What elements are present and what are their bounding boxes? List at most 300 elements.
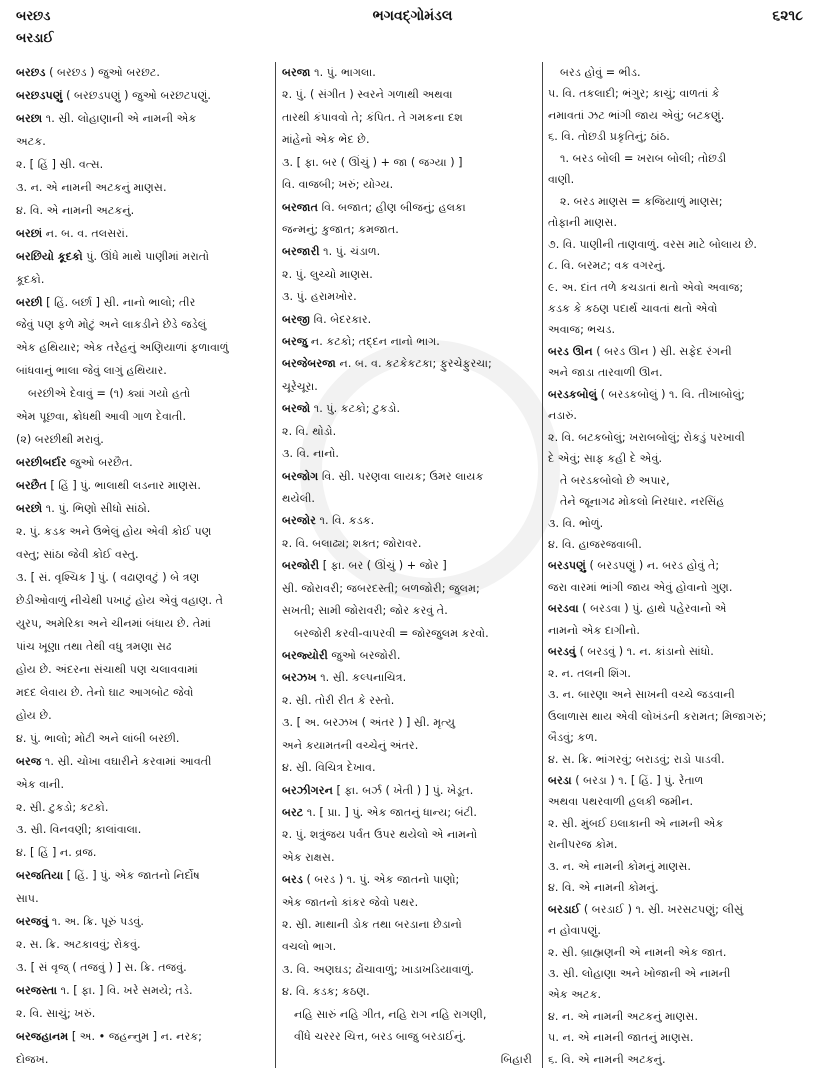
- text-line: [282, 1008, 538, 1021]
- definition-text: ૭. વિ. પાણીની તાણવાળું. વરસ માટે બોલાય છે.: [548, 237, 757, 251]
- text-line: [16, 181, 270, 194]
- text-line: [282, 1053, 538, 1066]
- entry-line: [16, 296, 270, 309]
- definition-text: અવાજ; ભચડ.: [548, 323, 616, 337]
- entry-line: [548, 645, 810, 658]
- text-line: [548, 66, 810, 79]
- text-line: [282, 425, 538, 438]
- definition-text: ૧. પું. ભાગલા.: [310, 66, 376, 79]
- definition-text: [ હિં ] પું. ભાલાથી લડનાર માણસ.: [46, 479, 201, 493]
- text-line: [548, 624, 810, 637]
- headword: બરજોરી: [282, 559, 320, 573]
- text-line: [548, 967, 810, 980]
- definition-text: સખતી; સામી જોરાવરી; જોર કરવું તે.: [282, 604, 448, 618]
- headword: બરડકબોલું: [548, 387, 598, 401]
- definition-text: અને કયામતની વચ્ચેનું અંતર.: [282, 738, 419, 752]
- text-line: [16, 525, 270, 538]
- headword: બરછડ: [16, 66, 46, 79]
- text-line: [16, 571, 270, 584]
- text-line: [548, 1031, 810, 1044]
- headword: બરછડપણું: [16, 88, 63, 102]
- text-line: [16, 387, 270, 400]
- definition-text: નામનો એક દાગીનો.: [548, 623, 640, 637]
- definition-text: યુરપ, અમેરિકા અને ચીનમાં બંધાય છે. તેમાં: [16, 616, 211, 630]
- definition-text: ૩. સ્રી. વિનવણી; કાલાંવાલા.: [16, 823, 142, 837]
- definition-text: ૧. અ. ક્રિ. પૂરું પડવું.: [48, 915, 144, 929]
- definition-text: ૩. ન. એ નામની કોમનું માણસ.: [548, 859, 691, 873]
- definition-text: હોય છે. અંદરના સંચાથી પણ ચલાવવામાં: [16, 662, 198, 676]
- entry-line: [282, 873, 538, 886]
- text-line: [282, 447, 538, 460]
- text-line: [282, 716, 538, 729]
- definition-text: એક અટક.: [548, 988, 602, 1002]
- definition-text: [ હિં. બર્છા ] સ્રી. નાનો ભાલો; તીર: [42, 295, 196, 309]
- definition-text: તેને જૂનાગઢ મોકલો નિરધાર. નરસિંહ: [560, 495, 725, 509]
- text-line: [548, 817, 810, 830]
- definition-text: બરડ હોવું = ભીડ.: [560, 66, 641, 79]
- headword: બરછૈત: [16, 479, 47, 493]
- definition-text: ૧. [ ફા. ] વિ. ખરે સમયે; તડે.: [57, 984, 193, 998]
- definition-text: ૪. સ્રી. વિચિત્ર દેખાવ.: [282, 761, 376, 775]
- definition-text: બરછીએ દેવાવું = (૧) ક્યાં ગયો હતો: [28, 387, 191, 401]
- headword: બરજા: [282, 66, 311, 79]
- text-line: [548, 452, 810, 465]
- text-line: [16, 892, 270, 905]
- definition-text: [ ફા. બર્ઝ ( ખેતી ) ] પું. ખેડૂત.: [332, 783, 474, 797]
- text-line: [282, 963, 538, 976]
- definition-text: નમાવતાં ઝટ ભાંગી જાય એવું; બટકણું.: [548, 108, 725, 122]
- text-line: [282, 896, 538, 909]
- text-line: [16, 341, 270, 354]
- definition-text: ન હોવાપણું.: [548, 924, 601, 938]
- text-line: [548, 323, 810, 336]
- entry-line: [16, 89, 270, 102]
- definition-text: બરજોરી કરવી-વાપરવી = જોરજુલમ કરવો.: [294, 626, 489, 640]
- entry-line: [16, 915, 270, 928]
- text-line: [282, 739, 538, 752]
- text-line: [16, 548, 270, 561]
- text-line: [548, 517, 810, 530]
- text-line: [16, 709, 270, 722]
- text-line: [282, 156, 538, 169]
- text-line: [282, 178, 538, 191]
- headword: બરછીબર્દાર: [16, 456, 67, 470]
- definition-text: ૯. અ. દાંત તળે કચડાતાં થતો એવો અવાજ;: [548, 280, 744, 294]
- definition-text: ૨. વિ. થોડો.: [282, 424, 337, 438]
- definition-text: પું. ઊંધે માથે પાણીમાં મરાતો: [82, 249, 209, 263]
- entry-line: [548, 774, 810, 787]
- entry-line: [282, 784, 538, 797]
- text-line: [16, 1053, 270, 1066]
- entry-line: [282, 559, 538, 572]
- definition-text: ૩. [ સં. વૃશ્ચિક ] પું. ( વઢાણવટું ) બે ત્રણ: [16, 570, 200, 584]
- text-line: [282, 582, 538, 595]
- definition-text: વિ. બજાત; હીણ બીજનું; હલકા: [318, 200, 466, 214]
- entry-line: [16, 479, 270, 492]
- definition-text: ૧. પું. ચંડાળ.: [319, 245, 381, 259]
- text-line: [16, 594, 270, 607]
- text-line: [16, 364, 270, 377]
- definition-text: ૨. ન. તલની શિંગ.: [548, 666, 631, 680]
- headword: બરડપણું: [548, 559, 586, 573]
- definition-text: [ ફા. બર ( ઊંચું ) + જોર ]: [319, 559, 447, 573]
- entry-line: [16, 502, 270, 515]
- definition-text: રાનીપરજ કોમ.: [548, 838, 618, 852]
- text-line: [548, 581, 810, 594]
- text-line: [548, 238, 810, 251]
- definition-text: ૨. પું. ( સંગીત ) સ્વરને ગળાથી અથવા: [282, 88, 453, 102]
- definition-text: હોય છે.: [16, 708, 52, 722]
- definition-text: નહિ સારું નહિ ગીત, નહિ રાગ નહિ રાગણી,: [294, 1007, 487, 1021]
- text-line: [282, 88, 538, 101]
- definition-text: ( બરડવા ) પું. હાથે પહેરવાનો એ: [578, 602, 727, 616]
- text-line: [282, 290, 538, 303]
- headword: બરજાત: [282, 200, 319, 214]
- definition-text: ૩. સ્રી. લોહાણા અને ખોજાની એ નામની: [548, 967, 731, 981]
- text-line: [282, 537, 538, 550]
- text-line: [282, 828, 538, 841]
- text-line: [282, 918, 538, 931]
- entry-line: [16, 1030, 270, 1043]
- headword: બરછી: [16, 295, 43, 309]
- headword: બરડવા: [548, 602, 579, 616]
- headword: બરડા: [548, 773, 572, 787]
- text-line: [282, 940, 538, 953]
- entry-line: [548, 903, 810, 916]
- definition-text: તારથી કંપાવવો તે; કંપિત. તે ગમકના દશ: [282, 110, 463, 124]
- text-line: [548, 495, 810, 508]
- text-line: [548, 195, 810, 208]
- headword: બરછો: [16, 502, 43, 516]
- text-line: [16, 732, 270, 745]
- definition-text: એક વાની.: [16, 777, 65, 791]
- definition-text: તે બરડકબોલો છે અપાર,: [560, 473, 670, 487]
- definition-text: વાણી.: [548, 173, 575, 187]
- definition-text: [ અ. • જહન્નુમ ] ન. નરક;: [68, 1030, 202, 1044]
- definition-text: સાપ.: [16, 892, 39, 906]
- definition-text: દોજખ.: [16, 1052, 49, 1066]
- text-line: [548, 881, 810, 894]
- definition-text: વચલો ભાગ.: [282, 940, 337, 954]
- text-line: [548, 731, 810, 744]
- text-line: [282, 1030, 538, 1043]
- definition-text: ૩. ન. બારણા અને સાખની વચ્ચે જડવાની: [548, 688, 735, 702]
- entry-line: [282, 357, 538, 370]
- text-line: [282, 111, 538, 124]
- definition-text: ચૂરેચૂરા.: [282, 379, 318, 393]
- entry-line: [16, 984, 270, 997]
- text-line: [548, 688, 810, 701]
- definition-text: ૧. સ્રી. કલ્પનાચિત્ર.: [316, 671, 407, 685]
- definition-text: ૬. વિ. એ નામની અટકનું.: [548, 1052, 666, 1066]
- definition-text: ૩. ન. એ નામની અટકનું માણસ.: [16, 180, 167, 194]
- definition-text: બાંધવાનું ભાલા જેવું લાગું હથિયાર.: [16, 364, 167, 378]
- headword: બરજહાનમ: [16, 1030, 69, 1044]
- headword: બરડ: [282, 873, 303, 887]
- definition-text: મદદ લેવાય છે. તેનો ઘાટ આગબોટ જેવો: [16, 685, 194, 699]
- definition-text: માંહેનો એક ભેદ છે.: [282, 133, 370, 147]
- text-line: [282, 985, 538, 998]
- definition-text: કડક કે કઠણ પદાર્થ ચાવતાં થતો એવો: [548, 301, 718, 315]
- definition-text: જરા વારમાં ભાંગી જાય એવું હોવાનો ગુણ.: [548, 580, 733, 594]
- headword: બરછિયો કૂદકો: [16, 249, 83, 263]
- definition-text: ૩. [ ફા. બર ( ઊંચું ) + જા ( જગ્યા ) ]: [282, 155, 463, 169]
- definition-text: જુઓ બરછૈત.: [66, 456, 133, 470]
- text-line: [548, 667, 810, 680]
- text-line: [16, 663, 270, 676]
- text-line: [548, 710, 810, 723]
- definition-text: ૧. પું. ભિણો સીધો સાંઠો.: [42, 502, 151, 516]
- definition-text: ૩. વિ. ભોળું.: [548, 516, 604, 530]
- text-line: [282, 133, 538, 146]
- entry-line: [16, 755, 270, 768]
- definition-text: ૪. સ. ક્રિ. ભાંગરવું; બરાડવું; રાડો પાડવી.: [548, 752, 725, 766]
- text-line: [548, 431, 810, 444]
- definition-text: થયેલી.: [282, 492, 315, 506]
- entry-line: [16, 250, 270, 263]
- text-line: [548, 366, 810, 379]
- headword: બરજોર: [282, 514, 316, 528]
- guide-word-first: બરછડ: [16, 9, 51, 24]
- headword: બરછાં: [16, 226, 43, 240]
- definition-text: બિહારી: [500, 1052, 532, 1066]
- definition-text: ૧. [ પ્રા. ] પું. એક જાતનું ધાન્ય; બંટી.: [303, 805, 477, 819]
- headword: બરજારી: [282, 245, 320, 259]
- definition-text: ૨. સ્રી. મુંબઈ ઇલાકાની એ નામની એક: [548, 816, 724, 830]
- definition-text: સ્રી. જોરાવરી; જબરદસ્તી; બળજોરી; જુલમ;: [282, 581, 480, 595]
- definition-text: ૨. વિ. સાચું; ખરું.: [16, 1007, 96, 1021]
- text-line: [548, 538, 810, 551]
- definition-text: (૨) બરછીથી મરાવું.: [16, 433, 104, 447]
- text-line: [548, 795, 810, 808]
- entry-line: [282, 514, 538, 527]
- definition-text: એક જાતનો કાંકર જેવો પથર.: [282, 895, 419, 909]
- definition-text: ૨. પું. કડક અને ઉભેલું હોય એવી કોઈ પણ: [16, 525, 212, 539]
- definition-text: ૪. વિ. એ નામની કોમનું.: [548, 881, 659, 895]
- definition-text: ૨. સ્રી. તોરી રીત કે રસ્તો.: [282, 693, 395, 707]
- definition-text: જેવું પણ ફળે મોટું અને લાકડીને છેડે જડેલું: [16, 318, 207, 332]
- entry-line: [16, 66, 270, 79]
- definition-text: વીંધે ચરરર ચિત્ત, બરડ બાજુ બરડાઈનું.: [294, 1030, 466, 1044]
- text-line: [16, 823, 270, 836]
- text-line: [282, 761, 538, 774]
- definition-text: ૨. વિ. બટકબોલું; ખરાબબોલું; રોકડું પરખાવી: [548, 430, 745, 444]
- column-3: [548, 66, 810, 1066]
- headword: બરડવું: [548, 645, 576, 659]
- text-line: [548, 838, 810, 851]
- definition-text: કૂદકો.: [16, 272, 45, 286]
- headword: બરજ: [16, 754, 42, 768]
- definition-text: છેડીઓવાળું નીચેથી પખાટું હોય એવું વહાણ. તે: [16, 593, 224, 607]
- text-line: [548, 860, 810, 873]
- definition-text: તોફાની માણસ.: [548, 216, 618, 230]
- headword: બરજી: [282, 312, 311, 326]
- definition-text: ૪. વિ. હાજરજવાબી.: [548, 537, 642, 551]
- definition-text: ૨. સ્રી. ટુકડો; કટકો.: [16, 800, 109, 814]
- entry-line: [16, 869, 270, 882]
- entry-line: [16, 112, 270, 125]
- text-line: [548, 1053, 810, 1066]
- book-title: ભગવદ્ગોમંડલ: [372, 8, 453, 24]
- text-line: [282, 694, 538, 707]
- text-line: [16, 961, 270, 974]
- text-line: [16, 135, 270, 148]
- definition-text: ૨. સ્રી. માથાની ડોક તથા બરડાના છેડાનો: [282, 918, 462, 932]
- text-line: [16, 318, 270, 331]
- definition-text: એમ પૂછવા, ક્રોધથી આવી ગાળ દેવાતી.: [16, 410, 187, 424]
- definition-text: વિ. સ્રી. પરણવા લાયક; ઉમર લાયક: [318, 469, 484, 483]
- text-line: [16, 433, 270, 446]
- definition-text: એક હથિયાર; એક તરેહનું અણિયાળાં ફળાવાળું: [16, 341, 229, 355]
- definition-text: ૫. વિ. તકલાદી; ભંગુર; કાચું; વાળતાં કે: [548, 87, 720, 101]
- definition-text: ૪. પું. ભાલો; મોટી અને લાંબી બરછી.: [16, 731, 180, 745]
- text-line: [548, 130, 810, 143]
- definition-text: વિ. બેદરકાર.: [310, 312, 372, 326]
- text-line: [548, 946, 810, 959]
- entry-line: [548, 602, 810, 615]
- text-line: [548, 1010, 810, 1023]
- definition-text: બૈડવું; કળ.: [548, 731, 598, 745]
- text-line: [548, 281, 810, 294]
- text-line: [548, 409, 810, 422]
- text-line: [16, 686, 270, 699]
- definition-text: દે એવું; સાફ કહી દે એવું.: [548, 452, 663, 466]
- definition-text: વસ્તુ; સાંઠા જેવી કોઈ વસ્તુ.: [16, 548, 139, 562]
- text-line: [16, 778, 270, 791]
- definition-text: ૧. સ્રી. ચોખા વઘારીને કરવામાં આવતી: [41, 754, 212, 768]
- text-line: [16, 1007, 270, 1020]
- text-line: [548, 753, 810, 766]
- headword: બરજો: [282, 402, 311, 416]
- definition-text: ( બરછડ ) જુઓ બરછટ.: [45, 66, 160, 79]
- headword: બરજસ્તા: [16, 984, 58, 998]
- text-line: [16, 410, 270, 423]
- entry-line: [282, 671, 538, 684]
- entry-line: [282, 402, 538, 415]
- definition-text: ૨. સ્રી. બ્રાહ્મણની એ નામની એક જાત.: [548, 945, 727, 959]
- definition-text: ૨. [ હિં ] સ્રી. વત્સ.: [16, 157, 104, 171]
- headword: બરજ્યોરી: [282, 648, 328, 662]
- text-line: [16, 617, 270, 630]
- text-line: [548, 87, 810, 100]
- entry-line: [282, 806, 538, 819]
- text-line: [16, 204, 270, 217]
- column-divider: [542, 62, 543, 1068]
- entry-line: [282, 201, 538, 214]
- definition-text: ૩. [ સં વૃજ્ ( તજવું ) ] સ. ક્રિ. તજવું.: [16, 961, 187, 975]
- definition-text: અને જાડા તારવાળી ઊન.: [548, 366, 663, 380]
- definition-text: વિ. વાજબી; ખરું; યોગ્ય.: [282, 178, 394, 192]
- definition-text: અથવા પથરવાળી હલકી જમીન.: [548, 795, 694, 809]
- headword: બરજેબરજા: [282, 357, 336, 371]
- guide-word-last: બરડાઈ: [16, 31, 54, 46]
- text-line: [282, 380, 538, 393]
- text-line: [16, 273, 270, 286]
- definition-text: ( બરડા ) ૧. [ હિં. ] પું. રેતાળ: [571, 773, 704, 787]
- headword: બરડાઈ: [548, 902, 581, 916]
- definition-text: ૨. સ. ક્રિ. અટકાવવું; રોકવું.: [16, 938, 141, 952]
- definition-text: ન. બ. વ. કટકેકટકા; ફુરચેફુરચા;: [335, 357, 492, 371]
- text-line: [548, 259, 810, 272]
- text-line: [548, 302, 810, 315]
- definition-text: ૪. [ હિં ] ન. વ્રજ.: [16, 846, 97, 860]
- column-1: [16, 66, 270, 1066]
- definition-text: ૨. પું. શત્રુંજય પર્વત ઉપર થયેલો એ નામનો: [282, 828, 478, 842]
- definition-text: એક રાક્ષસ.: [282, 850, 335, 864]
- entry-line: [282, 245, 538, 258]
- text-line: [16, 846, 270, 859]
- entry-line: [548, 559, 810, 572]
- text-line: [16, 640, 270, 653]
- text-line: [282, 627, 538, 640]
- entry-line: [282, 66, 538, 79]
- definition-text: ૩. [ અ. બરઝખ ( અંતર ) ] સ્રી. મૃત્યુ: [282, 716, 456, 730]
- column-2: [282, 66, 538, 1066]
- definition-text: ( બરછડપણું ) જુઓ બરછટપણું.: [62, 88, 211, 102]
- definition-text: ઉલાળાસ થાય એવી લોખંડની કરામત; મિજાગરું;: [548, 709, 767, 723]
- entry-line: [16, 227, 270, 240]
- entry-line: [282, 649, 538, 662]
- text-line: [16, 158, 270, 171]
- definition-text: ન. બ. વ. તલસરાં.: [42, 226, 129, 240]
- definition-text: ( બરડ ઊન ) સ્રી. સફેદ રંગની: [592, 344, 732, 358]
- column-divider: [275, 62, 276, 1068]
- definition-text: ૬. વિ. તોછડી પ્રકૃતિનું; ઠાંઠ.: [548, 130, 670, 144]
- definition-text: ૧. પું. કટકો; ટુકડો.: [310, 402, 401, 416]
- text-line: [282, 851, 538, 864]
- entry-line: [282, 313, 538, 326]
- definition-text: ( બરડવું ) ૧. ન. કાંડાનો સાંધો.: [575, 645, 714, 659]
- text-line: [548, 152, 810, 165]
- text-line: [548, 988, 810, 1001]
- headword: બરજોગ: [282, 469, 319, 483]
- definition-text: ( બરડાઈ ) ૧. સ્રી. ખરસટપણું; લીસું: [580, 902, 744, 916]
- headword: બરજવું: [16, 915, 49, 929]
- definition-text: નડારું.: [548, 409, 577, 423]
- definition-text: જન્મનું; કુજાત; કમજાત.: [282, 222, 399, 236]
- text-line: [548, 216, 810, 229]
- definition-text: ૫. ન. એ નામની જાતનું માણસ.: [548, 1031, 694, 1045]
- definition-text: ( બરડકબોલું ) ૧. વિ. તીખાબોલું;: [597, 387, 745, 401]
- text-line: [548, 924, 810, 937]
- text-line: [548, 474, 810, 487]
- page-number: ૬૨૧૮: [772, 8, 803, 24]
- headword: બરઝીગરન: [282, 783, 333, 797]
- headword: બરજુ: [282, 335, 308, 349]
- definition-text: ( બરડપણું ) ન. બરડ હોવું તે;: [585, 559, 720, 573]
- definition-text: ૪. ન. એ નામની અટકનું માણસ.: [548, 1009, 699, 1023]
- definition-text: ૨. વિ. બલાઢ્ય; શક્ત; જોરાવર.: [282, 536, 422, 550]
- definition-text: ન. કટકો; તદ્દન નાનો ભાગ.: [307, 335, 440, 349]
- entry-line: [282, 335, 538, 348]
- entry-line: [548, 345, 810, 358]
- headword: બરછા: [16, 111, 43, 125]
- definition-text: અટક.: [16, 134, 46, 148]
- definition-text: ૧. બરડ બોલી = ખરાબ બોલી; તોછડી: [560, 151, 727, 165]
- text-line: [16, 938, 270, 951]
- text-line: [282, 604, 538, 617]
- text-line: [282, 223, 538, 236]
- definition-text: ૩. પું. હરામખોર.: [282, 290, 357, 304]
- definition-text: ૨. બરડ માણસ = કજિયાળું માણસ;: [560, 194, 723, 208]
- headword: બરઝખ: [282, 671, 317, 685]
- text-line: [548, 109, 810, 122]
- text-line: [16, 801, 270, 814]
- headword: બરડ ઊન: [548, 344, 593, 358]
- definition-text: ( બરડ ) ૧. પું. એક જાતનો પાણો;: [302, 873, 460, 887]
- definition-text: ૧. વિ. કડક.: [315, 514, 375, 528]
- entry-line: [16, 456, 270, 469]
